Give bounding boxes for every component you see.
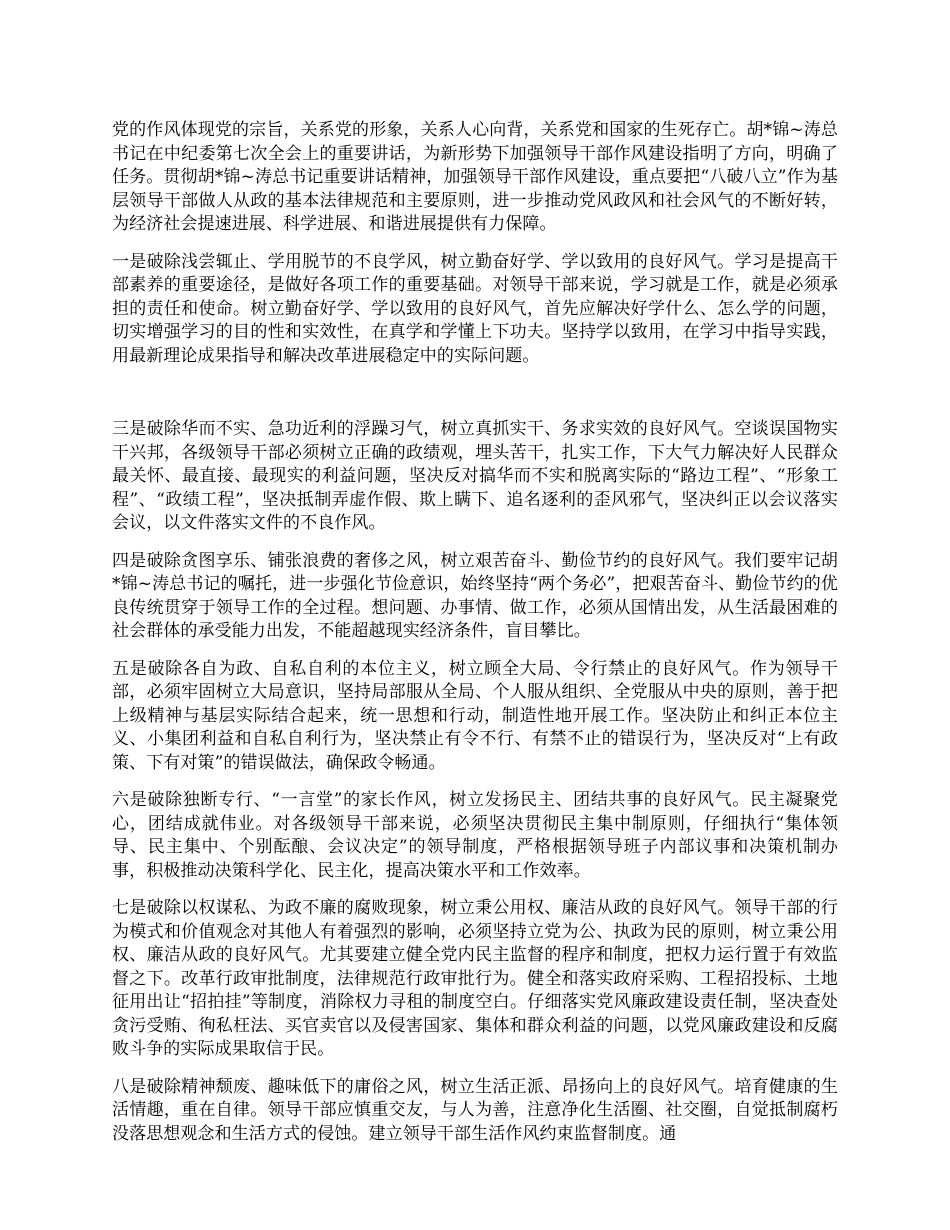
paragraph-gap xyxy=(112,382,838,418)
paragraph-4: 四是破除贪图享乐、铺张浪费的奢侈之风，树立艰苦奋斗、勤俭节约的良好风气。我们要牢记胡*锦~涛总书记的嘱托，进一步强化节俭意识，始终坚持“两个务必”，把艰苦奋斗、勤俭节约的优良传统贯穿于领导工作的全过程。想问题、办事情、做工作，必须从国情出发，从生活最困难的社会群体的承受能力出发，不能超越现实经济条件，盲目攀比。 xyxy=(112,550,838,641)
paragraph-3: 三是破除华而不实、急功近利的浮躁习气，树立真抓实干、务求实效的良好风气。空谈误国物实干兴邦，各级领导干部必须树立正确的政绩观，埋头苦干，扎实工作，下大气力解决好人民群众最关怀、最直接、最现实的利益问题，坚决反对搞华而不实和脱离实际的“路边工程”、“形象工程”、“政绩工程”，坚决抵制弄虚作假、欺上瞒下、追名逐利的歪风邪气，坚决纠正以会议落实会议，以文件落实文件的不良作风。 xyxy=(112,419,838,533)
paragraph-intro: 党的作风体现党的宗旨，关系党的形象，关系人心向背，关系党和国家的生死存亡。胡*锦~涛总书记在中纪委第七次全会上的重要讲话，为新形势下加强领导干部作风建设指明了方向，明确了任务。贯彻胡*锦~涛总书记重要讲话精神，加强领导干部作风建设，重点要把“八破八立”作为基层领导干部做人从政的基本法律规范和主要原则，进一步推动党风政风和社会风气的不断好转，为经济社会提速进展、科学进展、和谐进展提供有力保障。 xyxy=(112,120,838,234)
paragraph-7: 七是破除以权谋私、为政不廉的腐败现象，树立秉公用权、廉洁从政的良好风气。领导干部的行为模式和价值观念对其他人有着强烈的影响，必须坚持立党为公、执政为民的原则，树立秉公用权、廉洁从政的良好风气。尤其要建立健全党内民主监督的程序和制度，把权力运行置于有效监督之下。改革行政审批制度，法律规范行政审批行为。健全和落实政府采购、工程招投标、土地征用出让“招拍挂”等制度，消除权力寻租的制度空白。仔细落实党风廉政建设责任制，坚决查处贪污受贿、徇私枉法、买官卖官以及侵害国家、集体和群众利益的问题，以党风廉政建设和反腐败斗争的实际成果取信于民。 xyxy=(112,898,838,1059)
paragraph-5: 五是破除各自为政、自私自利的本位主义，树立顾全大局、令行禁止的良好风气。作为领导干部，必须牢固树立大局意识，坚持局部服从全局、个人服从组织、全党服从中央的原则，善于把上级精神与基层实际结合起来，统一思想和行动，制造性地开展工作。坚决防止和纠正本位主义、小集团利益和自私自利行为，坚决禁止有令不行、有禁不止的错误行为，坚决反对“上有政策、下有对策”的错误做法，确保政令畅通。 xyxy=(112,658,838,773)
document-body xyxy=(112,119,838,1160)
paragraph-8: 八是破除精神颓废、趣味低下的庸俗之风，树立生活正派、昂扬向上的良好风气。培育健康的生活情趣，重在自律。领导干部应慎重交友，与人为善，注意净化生活圈、社交圈，自觉抵制腐朽没落思想观念和生活方式的侵蚀。建立领导干部生活作风约束监督制度。通 xyxy=(112,1076,838,1144)
paragraph-1: 一是破除浅尝辄止、学用脱节的不良学风，树立勤奋好学、学以致用的良好风气。学习是提高干部素养的重要途径，是做好各项工作的重要基础。对领导干部来说，学习就是工作，就是必须承担的责任和使命。树立勤奋好学、学以致用的良好风气，首先应解决好学什么、怎么学的问题，切实增强学习的目的性和实效性，在真学和学懂上下功夫。坚持学以致用，在学习中指导实践，用最新理论成果指导和解决改革进展稳定中的实际问题。 xyxy=(112,251,838,366)
paragraph-6: 六是破除独断专行、“一言堂”的家长作风，树立发扬民主、团结共事的良好风气。民主凝聚党心，团结成就伟业。对各级领导干部来说，必须坚决贯彻民主集中制原则，仔细执行“集体领导、民主集中、个别酝酿、会议决定”的领导制度，严格根据领导班子内部议事和决策机制办事，积极推动决策科学化、民主化，提高决策水平和工作效率。 xyxy=(112,790,838,881)
